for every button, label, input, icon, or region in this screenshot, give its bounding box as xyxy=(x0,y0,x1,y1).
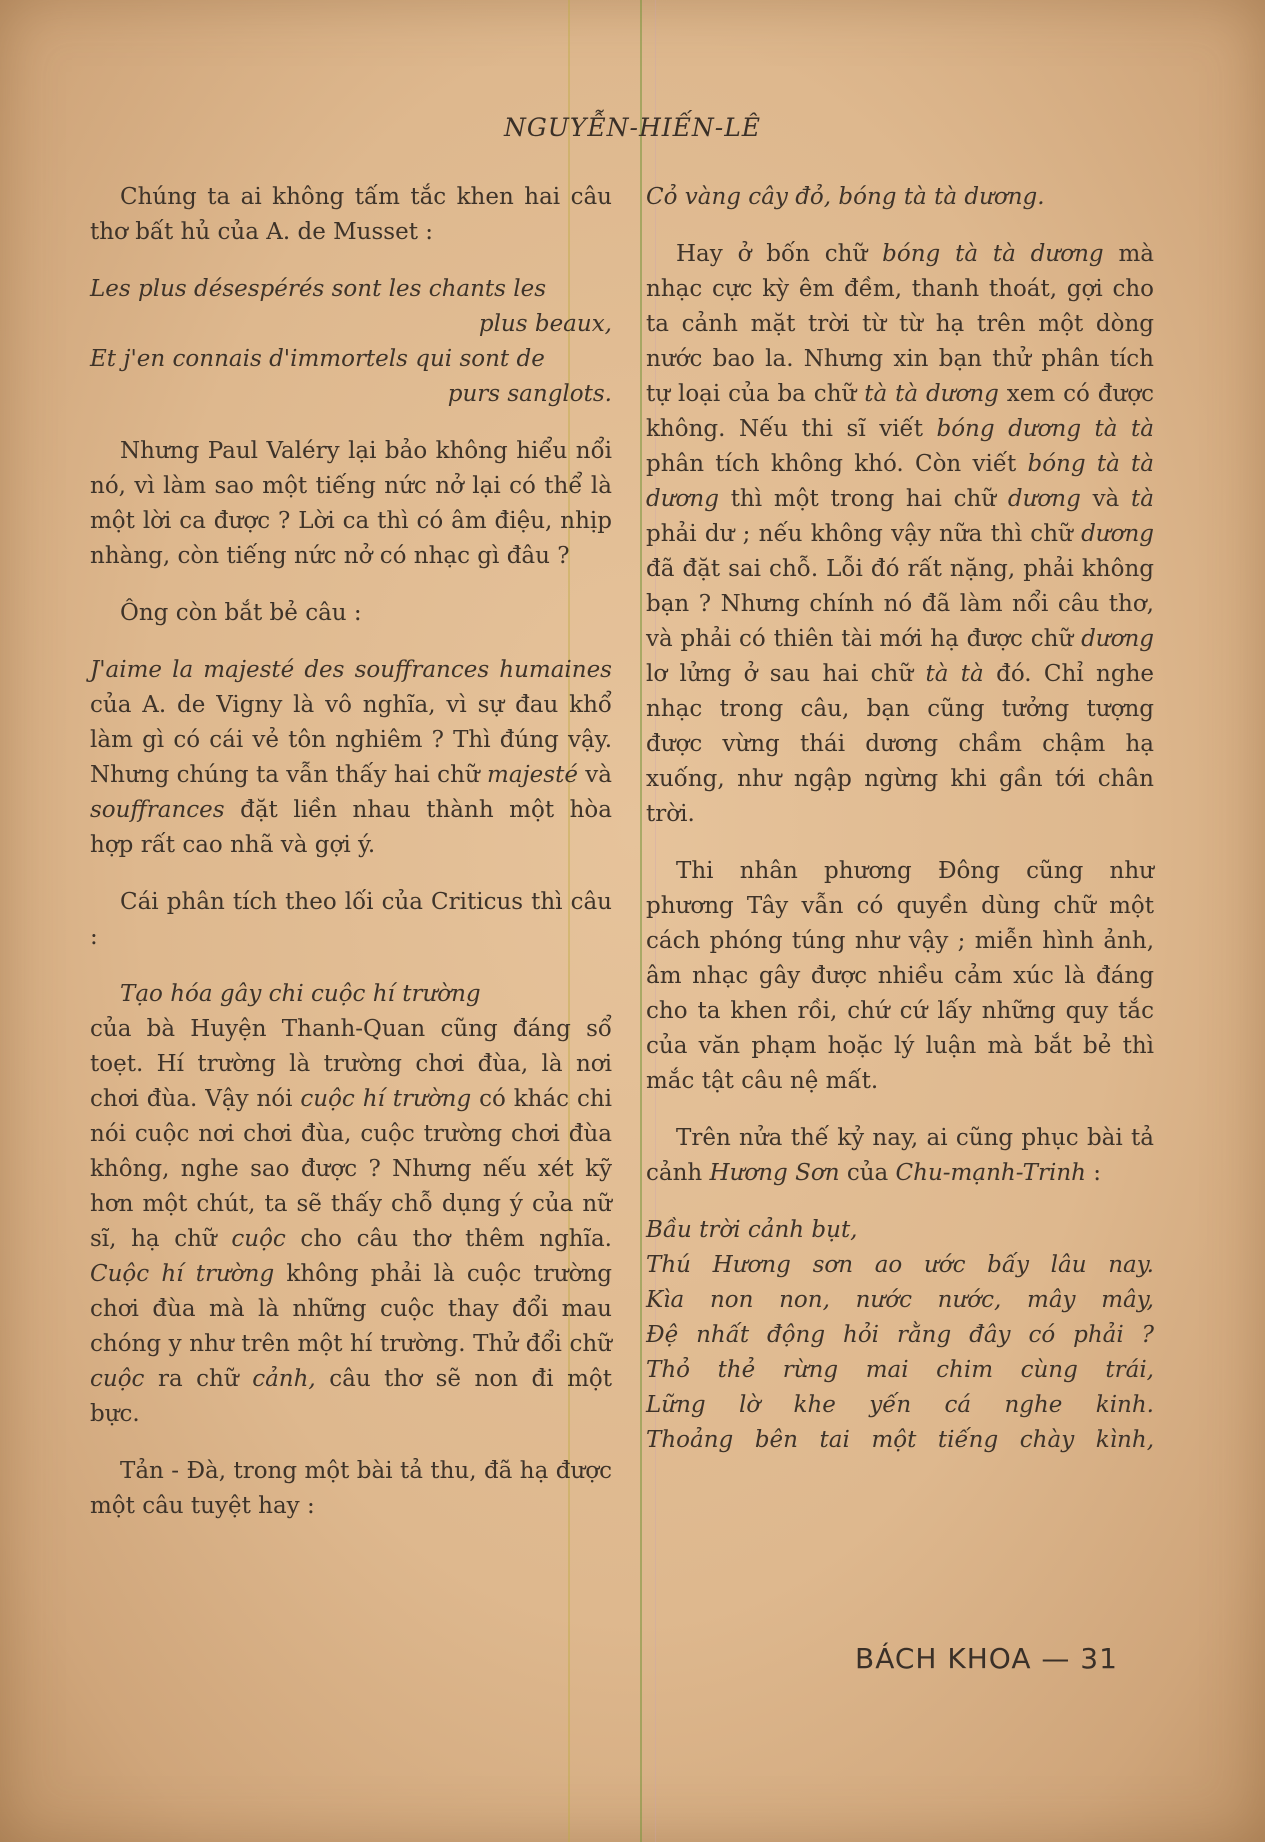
page-footer: BÁCH KHOA — 31 xyxy=(855,1642,1118,1675)
verse-line: Đệ nhất động hỏi rằng đây có phải ? xyxy=(646,1322,1154,1348)
emphasis: bóng tà tà dương xyxy=(882,241,1104,267)
emphasis: tà xyxy=(1131,486,1155,512)
text-run: đặt liền nhau thành một hòa hợp rất cao nhã và gợi ý. xyxy=(90,797,612,858)
verse-line: Thoảng bên tai một tiếng chày kình, xyxy=(646,1427,1154,1453)
paragraph xyxy=(646,1121,1154,1191)
emphasis: cuộc hí trường xyxy=(300,1086,472,1112)
verse-line: Lững lờ khe yến cá nghe kinh. xyxy=(646,1392,1154,1418)
text-run: phải dư ; nếu không vậy nữa thì chữ xyxy=(646,521,1082,547)
text-run: của bà Huyện Thanh-Quan cũng đáng sổ toẹt. Hí trường là trường chơi đùa, là nơi chơi đùa. Vậy nói xyxy=(90,1016,612,1112)
text-run: của A. de Vigny là vô nghĩa, vì sự đau khổ làm gì có cái vẻ tôn nghiêm ? Thì đúng vậy. Nhưng chúng ta vẫn thấy hai chữ xyxy=(90,692,612,788)
paragraph: Cái phân tích theo lối của Criticus thì câu : xyxy=(90,889,612,950)
text-run: câu thơ sẽ non đi một bực. xyxy=(90,1366,612,1427)
text-run: của xyxy=(839,1160,896,1186)
verse-line: Thú Hương sơn ao ước bấy lâu nay. xyxy=(646,1252,1154,1278)
emphasis: tà tà dương xyxy=(864,381,999,407)
verse-line: Bầu trời cảnh bụt, xyxy=(646,1217,858,1243)
paragraph: Tản - Đà, trong một bài tả thu, đã hạ được một câu tuyệt hay : xyxy=(90,1458,612,1519)
emphasis: majesté xyxy=(487,762,578,788)
text-run: phân tích không khó. Còn viết xyxy=(646,451,1028,477)
emphasis: Hương Sơn xyxy=(709,1160,840,1186)
text-run: không phải là cuộc trường chơi đùa mà là những cuộc thay đổi mau chóng y như trên một hí trường. Thử đổi chữ xyxy=(90,1261,612,1357)
text-run: : xyxy=(1085,1160,1102,1186)
emphasis: cuộc xyxy=(90,1366,145,1392)
text-run: có khác chi nói cuộc nơi chơi đùa, cuộc trường chơi đùa không, nghe sao được ? Nhưng nếu xét kỹ hơn một chút, ta sẽ thấy chỗ dụng ý của nữ sĩ, hạ chữ xyxy=(90,1086,612,1252)
quote-line: purs sanglots. xyxy=(447,381,612,407)
emphasis: dương xyxy=(1081,521,1154,547)
text-run: cho câu thơ thêm nghĩa. xyxy=(285,1226,612,1252)
paragraph: Chúng ta ai không tấm tắc khen hai câu thơ bất hủ của A. de Musset : xyxy=(90,184,612,245)
emphasis: Chu-mạnh-Trinh xyxy=(895,1160,1086,1186)
emphasis: souffrances xyxy=(90,797,225,823)
quote-line: Les plus désespérés sont les chants les xyxy=(90,276,547,302)
paragraph: Nhưng Paul Valéry lại bảo không hiểu nổi nó, vì làm sao một tiếng nức nở lại có thể là một lời ca được ? Lời ca thì có âm điệu, nhịp nhàng, còn tiếng nức nở có nhạc gì đâu ? xyxy=(90,438,612,569)
emphasis: bóng tà tà dương xyxy=(646,451,1154,512)
emphasis: dương xyxy=(1007,486,1081,512)
paragraph: Thi nhân phương Đông cũng như phương Tây vẫn có quyền dùng chữ một cách phóng túng như vậy ; miễn hình ảnh, âm nhạc gây được nhiều cảm xúc là đáng cho ta khen rồi, chứ cứ lấy những quy tắc của văn phạm hoặc lý luận mà bắt bẻ thì mắc tật câu nệ mất. xyxy=(646,858,1154,1094)
text-run: và xyxy=(577,762,612,788)
emphasis: bóng dương tà tà xyxy=(936,416,1154,442)
emphasis: tà tà xyxy=(925,661,984,687)
emphasis: cảnh, xyxy=(252,1366,316,1392)
text-run: lơ lửng ở sau hai chữ xyxy=(646,661,926,687)
text-run: đó. Chỉ nghe nhạc trong câu, bạn cũng tưởng tượng được vừng thái dương chầm chậm hạ xuống, như ngập ngừng khi gần tới chân trời. xyxy=(646,661,1154,827)
paragraph xyxy=(90,977,612,1432)
right-column xyxy=(646,180,1154,1458)
emphasis: dương xyxy=(1081,626,1154,652)
quotation-musset xyxy=(90,272,612,412)
page-crease-line xyxy=(640,0,642,1842)
quote-line: Et j'en connais d'immortels qui sont de xyxy=(90,346,545,372)
running-header: NGUYỄN-HIẾN-LÊ xyxy=(503,113,762,142)
left-column xyxy=(90,180,612,1546)
text-run: thì một trong hai chữ xyxy=(718,486,1008,512)
emphasis: cuộc xyxy=(231,1226,286,1252)
text-run: mà nhạc cực kỳ êm đềm, thanh thoát, gợi cho ta cảnh mặt trời từ từ hạ trên một dòng nước bao la. Nhưng xin bạn thử phân tích tự loại của ba chữ xyxy=(646,241,1154,407)
quote-line: plus beaux, xyxy=(478,311,612,337)
text-run: ra chữ xyxy=(144,1366,253,1392)
quote-vigny: J'aime la majesté des souffrances humaines xyxy=(90,657,612,683)
paragraph: Ông còn bắt bẻ câu : xyxy=(120,600,362,626)
quote-thanh-quan: Tạo hóa gây chi cuộc hí trường xyxy=(120,981,481,1007)
emphasis: Cuộc hí trường xyxy=(90,1261,275,1287)
text-run: và xyxy=(1080,486,1132,512)
paragraph xyxy=(646,237,1154,832)
text-run: đã đặt sai chỗ. Lỗi đó rất nặng, phải không bạn ? Nhưng chính nó đã làm nổi câu thơ, và phải có thiên tài mới hạ được chữ xyxy=(646,556,1154,652)
text-run: Trên nửa thế kỷ nay, ai cũng phục bài tả cảnh xyxy=(646,1125,1154,1186)
verse-line: Thỏ thẻ rừng mai chim cùng trái, xyxy=(646,1357,1154,1383)
verse-huong-son xyxy=(646,1213,1154,1458)
paragraph xyxy=(90,653,612,863)
text-run: xem có được không. Nếu thi sĩ viết xyxy=(646,381,1155,442)
verse-tan-da: Cỏ vàng cây đỏ, bóng tà tà dương. xyxy=(646,184,1045,210)
verse-line: Kìa non non, nước nước, mây mây, xyxy=(646,1287,1154,1313)
text-run: Hay ở bốn chữ xyxy=(676,241,883,267)
